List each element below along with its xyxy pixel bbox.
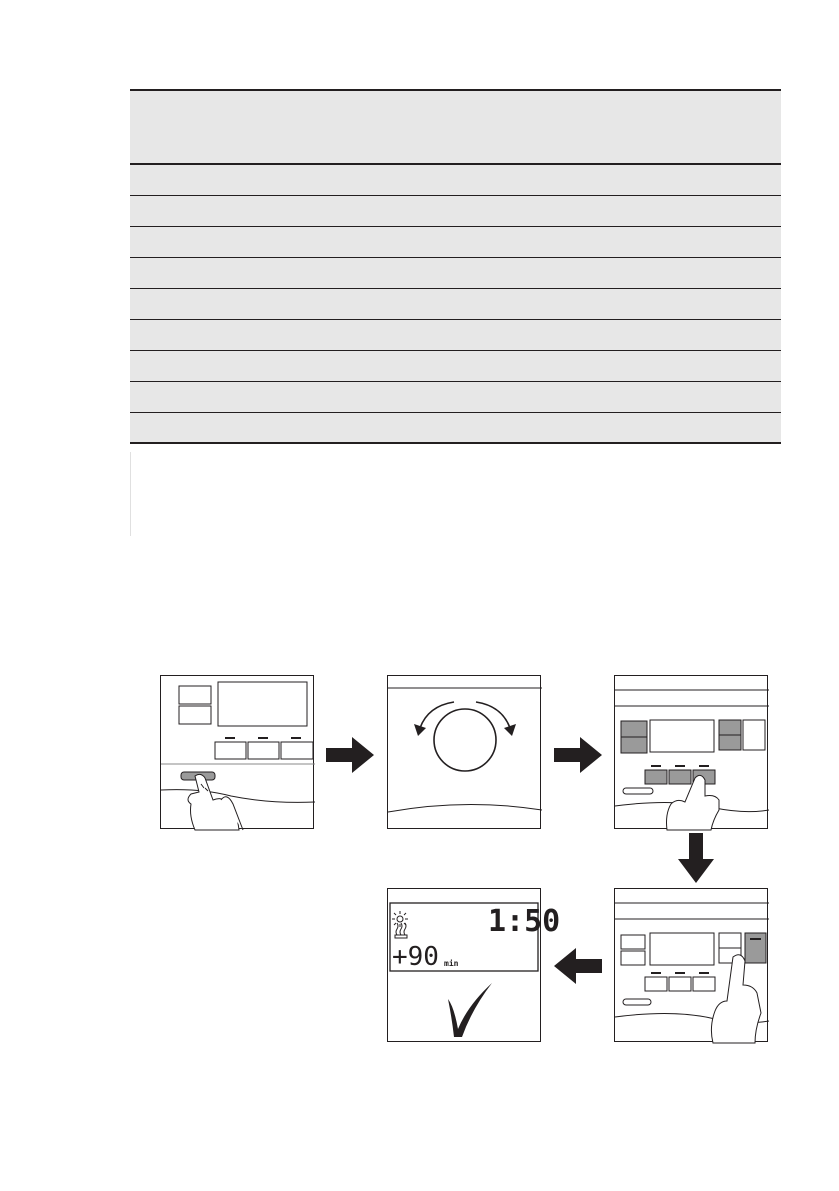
rotate-arrows-icon (420, 702, 510, 728)
table-row (130, 227, 781, 258)
checkmark-icon (448, 983, 492, 1037)
flow-arrow-icon (554, 737, 602, 773)
table-row (130, 382, 781, 413)
display-extra-unit: min (444, 959, 459, 968)
finger-press-icon (188, 774, 243, 830)
flow-arrow-icon (554, 948, 602, 984)
step-1-panel (160, 675, 314, 829)
table-row (130, 351, 781, 382)
table-row (130, 413, 781, 444)
table-row (130, 320, 781, 351)
step-3-panel (614, 675, 768, 829)
settings-table (130, 89, 781, 444)
table-row (130, 289, 781, 320)
table-row (130, 165, 781, 196)
display-extra-time: +90 (392, 942, 439, 972)
step-5-panel (387, 888, 561, 1042)
flow-arrow-icon (678, 833, 714, 883)
table-row (130, 196, 781, 227)
finger-press-icon (711, 955, 761, 1043)
display-time: 1:50 (488, 904, 561, 939)
step-2-panel (387, 675, 541, 829)
table-edge-line (130, 452, 131, 536)
table-row (130, 258, 781, 289)
flow-arrow-icon (326, 737, 374, 773)
table-header (130, 89, 781, 165)
steam-icon (395, 923, 407, 938)
step-4-panel (614, 888, 768, 1042)
